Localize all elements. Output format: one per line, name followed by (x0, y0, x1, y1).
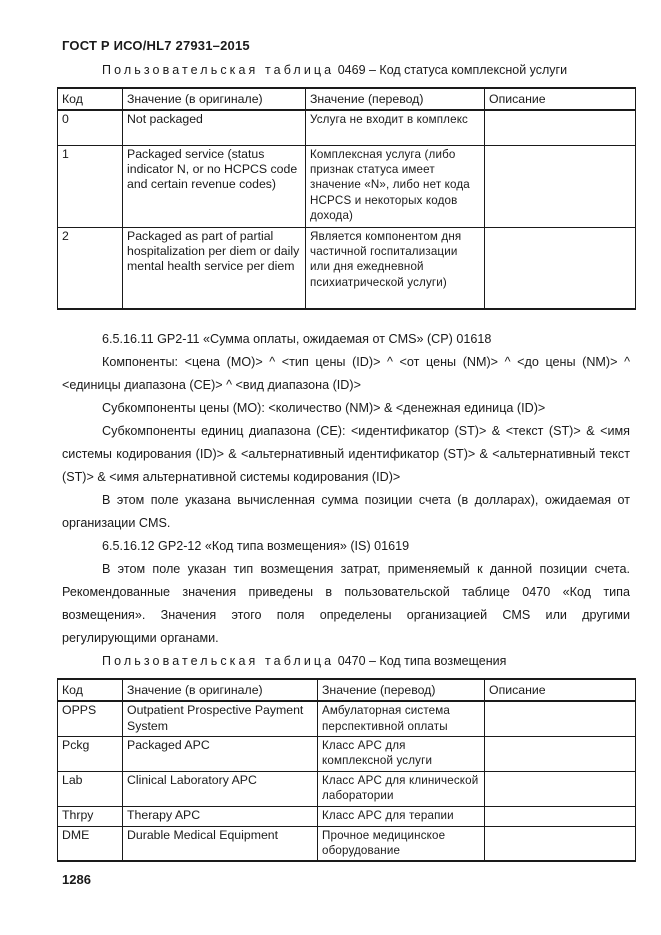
cell-code: 0 (58, 110, 123, 145)
paragraph-components: Компоненты: <цена (MO)> ^ <тип цены (ID)> ^ <от цены (NM)> ^ <до цены (NM)> ^ <единицы диапазона (CE)> ^ <вид диапазона (ID)> (62, 355, 630, 392)
table-row (58, 771, 636, 806)
column-header-code: Код (58, 679, 123, 701)
cell-original: Not packaged (123, 110, 306, 145)
cell-original: Packaged as part of partial hospitalization per diem or daily mental health service per diem (123, 227, 306, 309)
caption-title: 0469 – Код статуса комплексной услуги (337, 63, 568, 77)
table-row (58, 227, 636, 309)
caption-label: Пользовательская таблица (102, 654, 335, 668)
cell-description (485, 806, 636, 826)
table-0469 (57, 87, 636, 310)
cell-original: Durable Medical Equipment (123, 826, 318, 861)
page-number: 1286 (62, 872, 91, 887)
column-header-translation: Значение (перевод) (318, 679, 485, 701)
caption-label: Пользовательская таблица (102, 63, 335, 77)
column-header-translation: Значение (перевод) (306, 88, 485, 110)
paragraph-price-subcomponents: Субкомпоненты цены (MO): <количество (NM)> & <денежная единица (ID)> (102, 401, 546, 415)
cell-original: Clinical Laboratory APC (123, 771, 318, 806)
table-row (58, 110, 636, 145)
cell-code: Pckg (58, 736, 123, 771)
cell-code: Thrpy (58, 806, 123, 826)
table-row (58, 826, 636, 861)
column-header-original: Значение (в оригинале) (123, 679, 318, 701)
cell-code: OPPS (58, 701, 123, 736)
cell-description (485, 110, 636, 145)
cell-description (485, 227, 636, 309)
cell-translation: Является компонентом дня частичной госпитализации или дня ежедневной психиатрической услуги) (306, 227, 485, 309)
cell-translation: Класс APC для клинической лаборатории (318, 771, 485, 806)
cell-original: Packaged service (status indicator N, or no HCPCS code and certain revenue codes) (123, 145, 306, 227)
cell-translation: Класс APC для терапии (318, 806, 485, 826)
cell-description (485, 736, 636, 771)
cell-description (485, 701, 636, 736)
cell-translation: Комплексная услуга (либо признак статуса имеет значение «N», либо нет кода HCPCS и некоторых кодов дохода) (306, 145, 485, 227)
section-heading-6-5-16-11: 6.5.16.11 GP2-11 «Сумма оплаты, ожидаемая от CMS» (CP) 01618 (102, 332, 492, 346)
cell-code: 1 (58, 145, 123, 227)
cell-description (485, 771, 636, 806)
document-header: ГОСТ Р ИСО/HL7 27931–2015 (62, 38, 250, 53)
cell-description (485, 145, 636, 227)
cell-translation: Прочное медицинское оборудование (318, 826, 485, 861)
column-header-code: Код (58, 88, 123, 110)
column-header-description: Описание (485, 679, 636, 701)
table-row (58, 736, 636, 771)
section-heading-6-5-16-12: 6.5.16.12 GP2-12 «Код типа возмещения» (IS) 01619 (102, 539, 410, 553)
section-body (62, 328, 630, 650)
cell-original: Outpatient Prospective Payment System (123, 701, 318, 736)
cell-description (485, 826, 636, 861)
paragraph-reimbursement-description: В этом поле указан тип возмещения затрат, применяемый к данной позиции счета. Рекомендованные значения приведены в пользовательской таблице 0470 «Код типа возмещения». Значения этого поля определены организацией CMS или другими регулирующими органами. (62, 562, 630, 645)
cell-code: DME (58, 826, 123, 861)
cell-translation: Услуга не входит в комплекс (306, 110, 485, 145)
table-row (58, 806, 636, 826)
paragraph-range-subcomponents: Субкомпоненты единиц диапазона (CE): <идентификатор (ST)> & <текст (ST)> & <имя системы кодирования (ID)> & <альтернативный идентификатор (ST)> & <альтернативный текст (ST)> & <имя альтернативной системы кодирования (ID)> (62, 424, 630, 484)
table-row (58, 701, 636, 736)
cell-translation: Амбулаторная система перспективной оплаты (318, 701, 485, 736)
cell-code: 2 (58, 227, 123, 309)
table-0470-caption (102, 654, 506, 668)
table-row (58, 145, 636, 227)
column-header-original: Значение (в оригинале) (123, 88, 306, 110)
column-header-description: Описание (485, 88, 636, 110)
cell-original: Packaged APC (123, 736, 318, 771)
caption-title: 0470 – Код типа возмещения (337, 654, 507, 668)
paragraph-field-description: В этом поле указана вычисленная сумма позиции счета (в долларах), ожидаемая от организации CMS. (62, 493, 630, 530)
table-0470 (57, 678, 636, 862)
cell-code: Lab (58, 771, 123, 806)
table-0469-caption (102, 63, 567, 77)
cell-translation: Класс APC для комплексной услуги (318, 736, 485, 771)
cell-original: Therapy APC (123, 806, 318, 826)
